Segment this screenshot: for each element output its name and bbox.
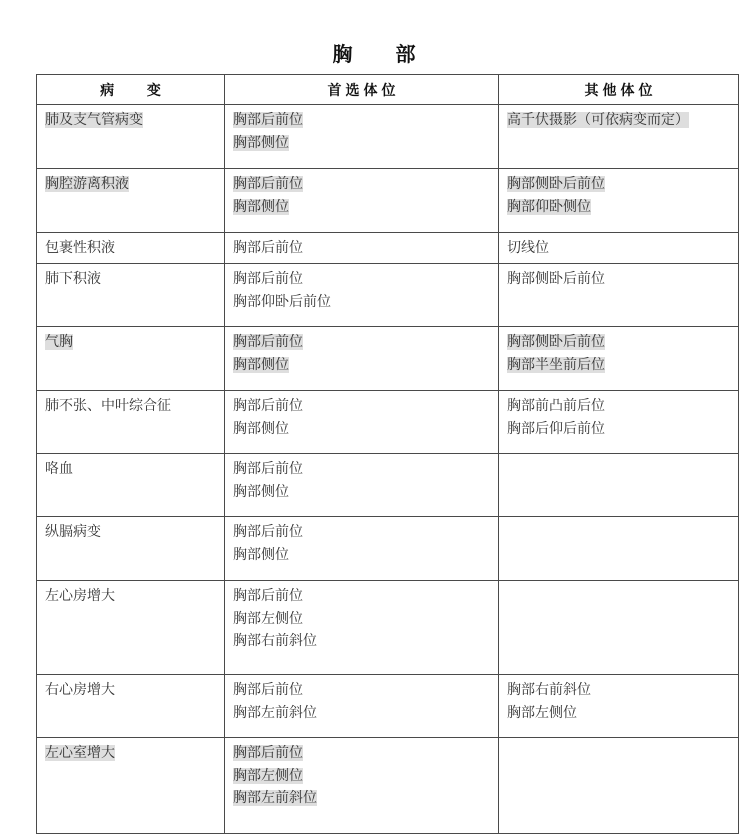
cell-lesion — [37, 454, 225, 517]
cell-lesion — [37, 169, 225, 233]
cell-other-position — [499, 391, 739, 454]
position-text: 高千伏摄影（可依病变而定） — [507, 112, 689, 128]
position-text: 胸部后前位 — [233, 112, 303, 128]
position-text: 胸部侧卧后前位 — [507, 271, 605, 287]
cell-other-position — [499, 581, 739, 675]
table-row — [37, 169, 739, 233]
position-text: 胸部仰卧侧位 — [507, 198, 591, 215]
position-text: 胸部后前位 — [233, 524, 303, 540]
position-text: 胸部后前位 — [233, 682, 303, 698]
lesion-name: 包裹性积液 — [45, 240, 115, 256]
position-text: 切线位 — [507, 240, 549, 256]
cell-other-position — [499, 517, 739, 581]
position-text: 胸部左侧位 — [507, 704, 577, 721]
header-other-position: 其他体位 — [499, 75, 739, 105]
cell-preferred-position — [225, 738, 499, 834]
lesion-name: 右心房增大 — [45, 682, 115, 698]
position-text: 胸部右前斜位 — [507, 682, 591, 698]
position-text: 胸部前凸前后位 — [507, 398, 605, 414]
lesion-name: 左心房增大 — [45, 588, 115, 604]
cell-other-position — [499, 675, 739, 738]
position-text: 胸部侧位 — [233, 483, 289, 500]
cell-preferred-position — [225, 169, 499, 233]
position-text: 胸部侧位 — [233, 198, 289, 215]
cell-preferred-position — [225, 675, 499, 738]
cell-other-position — [499, 264, 739, 327]
cell-lesion — [37, 327, 225, 391]
position-text: 胸部后前位 — [233, 240, 303, 256]
position-text: 胸部后前位 — [233, 745, 303, 761]
cell-other-position — [499, 454, 739, 517]
table-row — [37, 738, 739, 834]
cell-preferred-position — [225, 264, 499, 327]
position-text: 胸部后前位 — [233, 334, 303, 350]
cell-preferred-position — [225, 391, 499, 454]
table-row — [37, 517, 739, 581]
lesion-name: 肺及支气管病变 — [45, 112, 143, 128]
position-text: 胸部侧位 — [233, 134, 289, 151]
lesion-name: 胸腔游离积液 — [45, 176, 129, 192]
position-text: 胸部后前位 — [233, 271, 303, 287]
position-text: 胸部左前斜位 — [233, 704, 317, 721]
position-text: 胸部侧卧后前位 — [507, 334, 605, 350]
position-text: 胸部侧卧后前位 — [507, 176, 605, 192]
header-preferred-position: 首选体位 — [225, 75, 499, 105]
table-row — [37, 105, 739, 169]
lesion-name: 肺不张、中叶综合征 — [45, 398, 171, 414]
table-row — [37, 264, 739, 327]
table-row — [37, 675, 739, 738]
position-text: 胸部后前位 — [233, 588, 303, 604]
header-lesion: 病 变 — [37, 75, 225, 105]
position-text: 胸部半坐前后位 — [507, 356, 605, 373]
position-text: 胸部仰卧后前位 — [233, 293, 331, 310]
cell-other-position — [499, 169, 739, 233]
position-text: 胸部左前斜位 — [233, 790, 317, 806]
cell-preferred-position — [225, 454, 499, 517]
position-text: 胸部后前位 — [233, 176, 303, 192]
cell-other-position — [499, 105, 739, 169]
position-text: 胸部后前位 — [233, 461, 303, 477]
cell-preferred-position — [225, 233, 499, 264]
table-row — [37, 454, 739, 517]
table-row — [37, 233, 739, 264]
cell-preferred-position — [225, 581, 499, 675]
lesion-name: 肺下积液 — [45, 271, 101, 287]
lesion-name: 咯血 — [45, 461, 73, 477]
table-row — [37, 581, 739, 675]
page-title: 胸 部 — [332, 42, 434, 66]
cell-preferred-position — [225, 517, 499, 581]
table-header-row — [37, 75, 739, 105]
cell-lesion — [37, 517, 225, 581]
table-row — [37, 327, 739, 391]
position-text: 胸部左侧位 — [233, 767, 303, 784]
cell-other-position — [499, 327, 739, 391]
position-text: 胸部侧位 — [233, 546, 289, 563]
position-text: 胸部侧位 — [233, 420, 289, 437]
position-text: 胸部后前位 — [233, 398, 303, 414]
cell-lesion — [37, 675, 225, 738]
position-text: 胸部侧位 — [233, 356, 289, 373]
cell-lesion — [37, 264, 225, 327]
lesion-name: 左心室增大 — [45, 745, 115, 761]
cell-other-position — [499, 738, 739, 834]
table-row — [37, 391, 739, 454]
position-text: 胸部左侧位 — [233, 610, 303, 627]
cell-lesion — [37, 105, 225, 169]
position-text: 胸部右前斜位 — [233, 633, 317, 649]
positioning-table — [36, 74, 739, 834]
cell-lesion — [37, 581, 225, 675]
position-text: 胸部后仰后前位 — [507, 420, 605, 437]
cell-lesion — [37, 233, 225, 264]
cell-preferred-position — [225, 105, 499, 169]
table-body — [37, 105, 739, 834]
cell-lesion — [37, 738, 225, 834]
lesion-name: 纵膈病变 — [45, 524, 101, 540]
cell-preferred-position — [225, 327, 499, 391]
cell-other-position — [499, 233, 739, 264]
cell-lesion — [37, 391, 225, 454]
lesion-name: 气胸 — [45, 334, 73, 350]
